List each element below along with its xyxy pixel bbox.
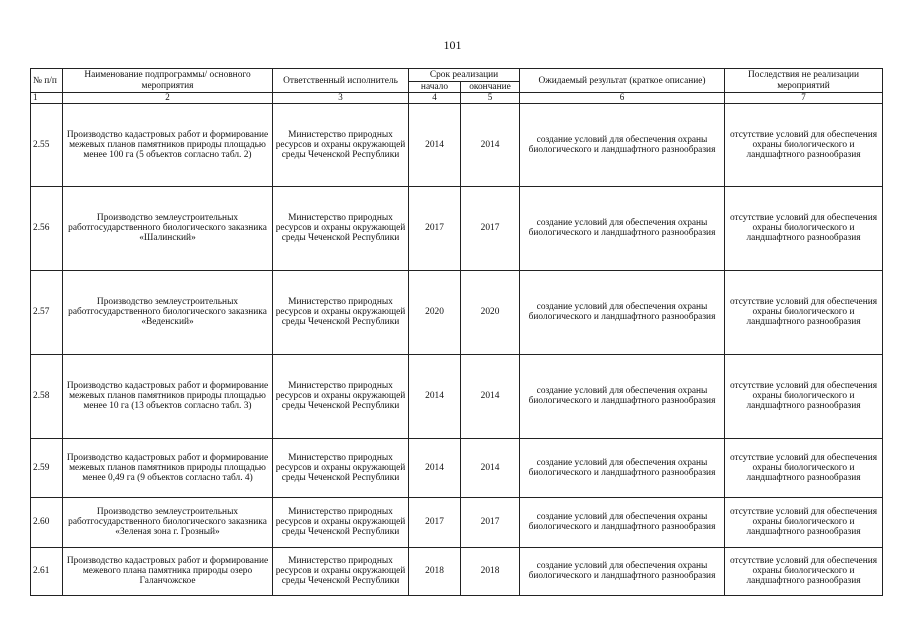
header-executor: Ответственный исполнитель bbox=[273, 69, 409, 93]
expected-result: создание условий для обеспечения охраны биологического и ландшафтного разнообразия bbox=[520, 354, 725, 438]
table-row bbox=[31, 354, 883, 438]
expected-result: создание условий для обеспечения охраны биологического и ландшафтного разнообразия bbox=[520, 438, 725, 497]
end-year: 2020 bbox=[461, 270, 520, 354]
start-year: 2018 bbox=[409, 547, 461, 595]
start-year: 2014 bbox=[409, 103, 461, 186]
activities-table bbox=[30, 68, 883, 596]
end-year: 2014 bbox=[461, 103, 520, 186]
consequences: отсутствие условий для обеспечения охраны биологического и ландшафтного разнообразия bbox=[725, 547, 883, 595]
column-number: 5 bbox=[461, 93, 520, 104]
column-number: 6 bbox=[520, 93, 725, 104]
activity-name: Производство землеустроительных работгосударственного биологического заказника «Зеленая зона г. Грозный» bbox=[63, 497, 273, 547]
executor: Министерство природных ресурсов и охраны окружающей среды Чеченской Республики bbox=[273, 354, 409, 438]
executor: Министерство природных ресурсов и охраны окружающей среды Чеченской Республики bbox=[273, 547, 409, 595]
column-number: 1 bbox=[31, 93, 63, 104]
table-row bbox=[31, 186, 883, 270]
row-number: 2.56 bbox=[31, 186, 63, 270]
row-number: 2.59 bbox=[31, 438, 63, 497]
executor: Министерство природных ресурсов и охраны окружающей среды Чеченской Республики bbox=[273, 438, 409, 497]
column-number: 3 bbox=[273, 93, 409, 104]
activity-name: Производство кадастровых работ и формирование межевых планов памятников природы площадью менее 10 га (13 объектов согласно табл. 3) bbox=[63, 354, 273, 438]
consequences: отсутствие условий для обеспечения охраны биологического и ландшафтного разнообразия bbox=[725, 354, 883, 438]
header-name: Наименование подпрограммы/ основного мероприятия bbox=[63, 69, 273, 93]
expected-result: создание условий для обеспечения охраны биологического и ландшафтного разнообразия bbox=[520, 186, 725, 270]
end-year: 2017 bbox=[461, 497, 520, 547]
page-number: 101 bbox=[443, 38, 462, 52]
header-consequences: Последствия не реализации мероприятий bbox=[725, 69, 883, 93]
end-year: 2017 bbox=[461, 186, 520, 270]
expected-result: создание условий для обеспечения охраны биологического и ландшафтного разнообразия bbox=[520, 270, 725, 354]
consequences: отсутствие условий для обеспечения охраны биологического и ландшафтного разнообразия bbox=[725, 497, 883, 547]
expected-result: создание условий для обеспечения охраны биологического и ландшафтного разнообразия bbox=[520, 497, 725, 547]
table-row bbox=[31, 103, 883, 186]
activity-name: Производство землеустроительных работгосударственного биологического заказника «Шалинский» bbox=[63, 186, 273, 270]
activity-name: Производство землеустроительных работгосударственного биологического заказника «Веденский» bbox=[63, 270, 273, 354]
consequences: отсутствие условий для обеспечения охраны биологического и ландшафтного разнообразия bbox=[725, 438, 883, 497]
header-num: № п/п bbox=[31, 69, 63, 93]
expected-result: создание условий для обеспечения охраны биологического и ландшафтного разнообразия bbox=[520, 547, 725, 595]
header-period: Срок реализации bbox=[409, 69, 520, 82]
table-row bbox=[31, 497, 883, 547]
start-year: 2017 bbox=[409, 186, 461, 270]
column-number: 4 bbox=[409, 93, 461, 104]
row-number: 2.58 bbox=[31, 354, 63, 438]
end-year: 2018 bbox=[461, 547, 520, 595]
column-number: 7 bbox=[725, 93, 883, 104]
executor: Министерство природных ресурсов и охраны окружающей среды Чеченской Республики bbox=[273, 497, 409, 547]
start-year: 2017 bbox=[409, 497, 461, 547]
executor: Министерство природных ресурсов и охраны окружающей среды Чеченской Республики bbox=[273, 103, 409, 186]
activity-name: Производство кадастровых работ и формирование межевого плана памятника природы озеро Галанчожское bbox=[63, 547, 273, 595]
header-start: начало bbox=[409, 82, 461, 93]
start-year: 2014 bbox=[409, 354, 461, 438]
header-end: окончание bbox=[461, 82, 520, 93]
table-row bbox=[31, 547, 883, 595]
end-year: 2014 bbox=[461, 438, 520, 497]
consequences: отсутствие условий для обеспечения охраны биологического и ландшафтного разнообразия bbox=[725, 103, 883, 186]
consequences: отсутствие условий для обеспечения охраны биологического и ландшафтного разнообразия bbox=[725, 270, 883, 354]
header-result: Ожидаемый результат (краткое описание) bbox=[520, 69, 725, 93]
activity-name: Производство кадастровых работ и формирование межевых планов памятников природы площадью менее 100 га (5 объектов согласно табл. 2) bbox=[63, 103, 273, 186]
row-number: 2.55 bbox=[31, 103, 63, 186]
end-year: 2014 bbox=[461, 354, 520, 438]
executor: Министерство природных ресурсов и охраны окружающей среды Чеченской Республики bbox=[273, 270, 409, 354]
activity-name: Производство кадастровых работ и формирование межевых планов памятников природы площадью менее 0,49 га (9 объектов согласно табл. 4) bbox=[63, 438, 273, 497]
column-number: 2 bbox=[63, 93, 273, 104]
consequences: отсутствие условий для обеспечения охраны биологического и ландшафтного разнообразия bbox=[725, 186, 883, 270]
start-year: 2014 bbox=[409, 438, 461, 497]
table-row bbox=[31, 438, 883, 497]
expected-result: создание условий для обеспечения охраны биологического и ландшафтного разнообразия bbox=[520, 103, 725, 186]
executor: Министерство природных ресурсов и охраны окружающей среды Чеченской Республики bbox=[273, 186, 409, 270]
row-number: 2.61 bbox=[31, 547, 63, 595]
start-year: 2020 bbox=[409, 270, 461, 354]
row-number: 2.57 bbox=[31, 270, 63, 354]
table-row bbox=[31, 270, 883, 354]
row-number: 2.60 bbox=[31, 497, 63, 547]
